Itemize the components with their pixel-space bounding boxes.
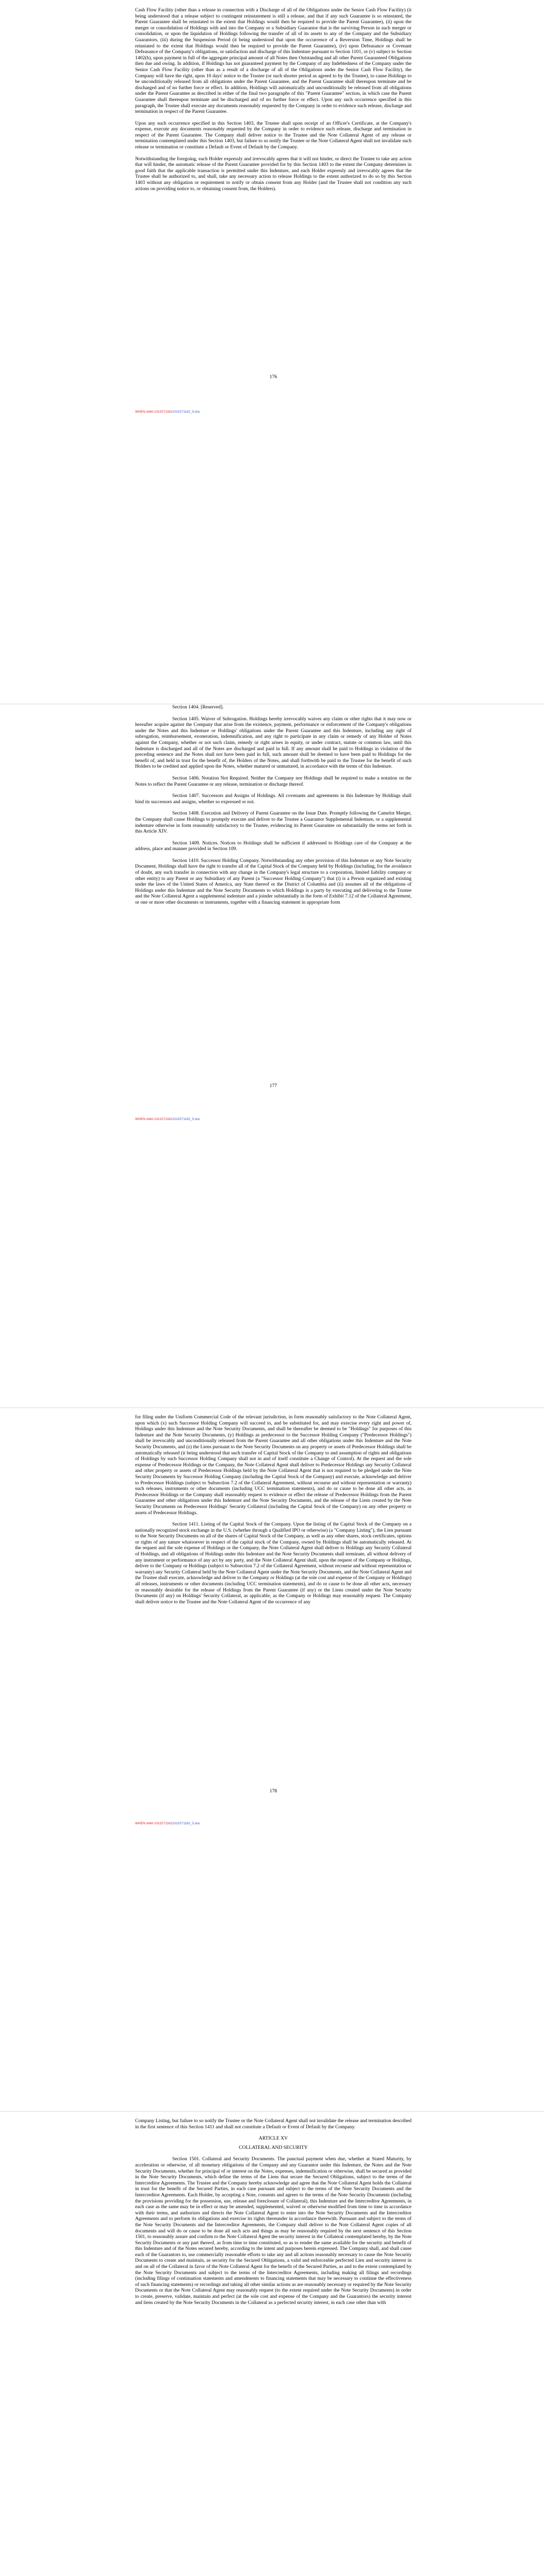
page-number: 178 <box>269 1788 277 1794</box>
paragraph: Company Listing, but failure to so notify the Trustee or the Note Collateral Agent shall not invalidate the release and termination described in the first sentence of this Section 1411 and shall not constitute a Default or Event of Default by the Company. <box>135 2118 411 2130</box>
page-number: 177 <box>269 1083 277 1089</box>
page-number: 176 <box>269 374 277 380</box>
page-179-body <box>135 2118 411 2311</box>
footer-ref: WHEN:AMA:1010271162 <box>135 1822 172 1825</box>
paragraph: Cash Flow Facility (other than a release in connection with a Discharge of all of the Obligations under the Senior Cash Flow Facility) (it being understood that a release subject to contingent reinstatement is still a release, and that if any such Guarantee is so reinstated, the Parent Guarantee shall be reinstated to the extent that Holdings would then be required to provide the Parent Guarantee), (ii) upon the merger or consolidation of Holdings with and into the Company or a Subsidiary Guarantor that is the surviving Person in such merger or consolidation, or upon the liquidation of Holdings following the transfer of all of its assets to any of the Company and the Subsidiary Guarantors, (iii) during the Suspension Period (it being understood that upon the occurrence of a Reversion Time, Holdings shall be reinstated to the extent that Holdings would then be required to provide the Parent Guarantee), (iv) upon Defeasance or Covenant Defeasance of the Company's obligations, or satisfaction and discharge of this Indenture pursuant to Section 1101, or (v) subject to Section 1402(b), upon payment in full of the aggregate principal amount of all Notes then Outstanding and all other Parent Guaranteed Obligations then due and owing. In addition, if Holdings has not guaranteed payment by the Company of any Indebtedness of the Company under the Senior Cash Flow Facility (other than as a result of a discharge of all of the Obligations under the Senior Cash Flow Facility), the Company will have the right, upon 10 days' notice to the Trustee (or such shorter period as agreed to by the Trustee), to cause Holdings to be unconditionally released from all obligations under the Parent Guarantee, and the Parent Guarantee shall thereupon terminate and be discharged and of no further force or effect. In addition, Holdings will automatically and unconditionally be released from all obligations under the Parent Guarantee as described in either of the final two paragraphs of this "Parent Guarantee" section, in which case the Parent Guarantee shall thereupon terminate and be discharged and of no further force or effect. Upon any such occurrence specified in this paragraph, the Trustee shall execute any documents reasonably requested by the Company in order to evidence such release, discharge and termination in respect of the Parent Guarantee. <box>135 7 411 115</box>
paragraph: Section 1409. Notices. Notices to Holdings shall be sufficient if addressed to Holdings care of the Company at the address, place and manner provided in Section 109. <box>135 840 411 852</box>
paragraph: Section 1408. Execution and Delivery of Parent Guarantee on the Issue Date. Promptly following the Camelot Merger, the Company shall cause Holdings to promptly execute and deliver to the Trustee a Guarantor Supplemental Indenture, or a supplemental indenture otherwise in form reasonably satisfactory to the Trustee, evidencing its Parent Guarantee on substantially the terms set forth in this Article XIV. <box>135 810 411 835</box>
footer-file: 1010271162_5.doc <box>172 1822 201 1825</box>
page-179 <box>0 2112 544 2576</box>
article-title: COLLATERAL AND SECURITY <box>239 2144 308 2150</box>
page-176-body <box>135 7 411 197</box>
footer-ref: WHEN:AMA:1010271162 <box>135 410 172 414</box>
page-177-body <box>135 704 411 911</box>
paragraph: for filing under the Uniform Commercial Code of the relevant jurisdiction, in form reasonably satisfactory to the Note Collateral Agent, upon which (x) such Successor Holding Company will succeed to, and be substituted for, and may exercise every right and power of, Holdings under this Indenture and the Note Security Documents, and shall be thereafter be deemed to be "Holdings" for purposes of this Indenture and the Note Security Documents, (y) Holdings as predecessor to the Successor Holding Company ("Predecessor Holdings") shall be irrevocably and unconditionally released from the Parent Guarantee and all other obligations under this Indenture and the Note Security Documents, and (z) the Liens pursuant to the Note Security Documents on any property or assets of Predecessor Holdings shall be automatically released (it being understood that such transfer of Capital Stock of the Company to and assumption of rights and obligations of Holdings by such Successor Holding Company shall not in and of itself constitute a Change of Control). At the request and the sole expense of Predecessor Holdings or the Company, the Note Collateral Agent shall deliver to Predecessor Holdings any Security Collateral and other property or assets of Predecessor Holdings held by the Note Collateral Agent that is not required to be pledged under the Note Security Documents by Successor Holding Company (including the Capital Stock of the Company) and execute, acknowledge and deliver to Predecessor Holdings (subject to Subsection 7.2 of the Collateral Agreement, without recourse and without representation or warranty) such releases, instruments or other documents (including UCC termination statements), and do or cause to be done all other acts, as Predecessor Holdings or the Company shall reasonably request to evidence or effect the release of Predecessor Holdings from the Parent Guarantee and other obligations under this Indenture and the Note Security Documents, and the release of the Liens created by the Note Security Documents on Predecessor Holdings' Security Collateral (including the Capital Stock of the Company) on any other property or assets of Predecessor Holdings. <box>135 1414 411 1516</box>
paragraph: Section 1405. Waiver of Subrogation. Holdings hereby irrevocably waives any claim or other rights that it may now or hereafter acquire against the Company that arise from the existence, payment, performance or enforcement of the Company's obligations under the Notes and this Indenture or Holdings' obligations under the Parent Guarantee and this Indenture, including any right of subrogation, reimbursement, exoneration, indemnification, and any right to participate in any claim or remedy of any Holder of Notes against the Company, whether or not such claim, remedy or right arises in equity, or under contract, statute or common law, until this Indenture is discharged and all of the Notes are discharged and paid in full. If any amount shall be paid to Holdings in violation of the preceding sentence and the Notes shall not have been paid in full, such amount shall be deemed to have been paid to Holdings for the benefit of, and held in trust for the benefit of, the Holders of the Notes, and shall forthwith be paid to the Trustee for the benefit of such Holders to be credited and applied upon the Notes, whether matured or unmatured, in accordance with the terms of this Indenture. <box>135 716 411 770</box>
document-footer <box>135 1117 200 1121</box>
document-footer <box>135 410 200 414</box>
paragraph: Section 1410. Successor Holding Company. Notwithstanding any other provision of this Indenture or any Note Security Document, Holdings shall have the right to transfer all of the Capital Stock of the Company held by Holdings (including, for the avoidance of doubt, any such transfer in connection with any change in the Company's legal structure to a corporation, limited liability company or other entity) to any Parent or any Subsidiary of any Parent (a "Successor Holding Company") that (i) is a Person organized and existing under the laws of the United States of America, any State thereof or the District of Columbia and (ii) assumes all of the obligations of Holdings under this Indenture and the Note Security Documents to which Holdings is a party by executing and delivering to the Trustee and the Note Collateral Agent a supplemental indenture and a joinder substantially in the form of Exhibit 7.12 of the Collateral Agreement, or one or more other documents or instruments, together with a financing statement in appropriate form <box>135 857 411 906</box>
paragraph: Section 1407. Successors and Assigns of Holdings. All covenants and agreements in this Indenture by Holdings shall bind its successors and assigns, whether so expressed or not. <box>135 793 411 805</box>
paragraph: Upon any such occurrence specified in this Section 1403, the Trustee shall upon receipt of an Officer's Certificate, at the Company's expense, execute any documents reasonably requested by the Company in order to evidence such release, discharge and termination in respect of the Parent Guarantee. The Company shall deliver notice to the Trustee and the Note Collateral Agent of any release or termination contemplated under this Section 1403, but failure to so notify the Trustee or the Note Collateral Agent shall not invalidate such release or termination or constitute a Default or Event of Default by the Company. <box>135 120 411 150</box>
paragraph: Section 1501. Collateral and Security Documents. The punctual payment when due, whether at Stated Maturity, by acceleration or otherwise, of all monetary obligations of the Company and any Guarantor under this Indenture, the Notes and the Note Security Documents, whether for principal of or interest on the Notes, expenses, indemnification or otherwise, shall be secured as provided in the Note Security Documents, which define the terms of the Liens that secure the Secured Obligations, subject to the terms of the Intercreditor Agreements. The Trustee and the Company hereby acknowledge and agree that the Note Collateral Agent holds the Collateral in trust for the benefit of the Secured Parties, in each case pursuant and subject to the terms of the Note Security Documents and the Intercreditor Agreements. Each Holder, by accepting a Note, consents and agrees to the terms of the Note Security Documents (including the provisions providing for the possession, use, release and foreclosure of Collateral), this Indenture and the Intercreditor Agreements, in each case as the same may be in effect or may be amended, supplemented, waived or otherwise modified from time to time in accordance with their terms, and authorizes and directs the Note Collateral Agent to enter into the Note Security Documents and the Intercreditor Agreements and to perform its obligations and exercise its rights thereunder in accordance therewith. Pursuant and subject to the terms of the Note Security Documents and the Intercreditor Agreements, the Company shall deliver to the Note Collateral Agent copies of all documents and will do or cause to be done all such acts and things as may be reasonably required by the next sentence of this Section 1501, to reasonably assure and confirm to the Note Collateral Agent the security interest in the Collateral contemplated hereby, by the Note Security Documents or any part thereof, as from time to time constituted, so as to render the same available for the security and benefit of this Indenture and of the Notes secured hereby, according to the intent and purposes herein expressed. The Company shall, and shall cause each of the Guarantors to, use commercially reasonable efforts to take any and all actions reasonably necessary to cause the Note Security Documents to create and maintain, as security for the Secured Obligations, a valid and enforceable perfected Lien and security interest in and on all of the Collateral in favor of the Note Collateral Agent for the benefit of the Secured Parties, as and to the extent contemplated by the Note Security Documents and subject to the terms of the Intercreditor Agreements, including making all filings and recordings (including filings of continuation statements and amendments to financing statements that may be necessary to continue the effectiveness of such financing statements) or recordings and taking all other similar actions as are reasonably necessary or required by the Note Security Documents or that the Note Collateral Agent may reasonably request (to the extent required under the Note Security Documents) in order to create, preserve, validate, maintain and perfect (at the sole cost and expense of the Company and the Guarantors) the security interest and liens created by the Note Security Documents in the Collateral as a perfected security interest, in each case other than with <box>135 2156 411 2306</box>
paragraph: Section 1411. Listing of the Capital Stock of the Company. Upon the listing of the Capital Stock of the Company on a nationally recognized stock exchange in the U.S. (whether through a Qualified IPO or otherwise) (a "Company Listing"), the Lien pursuant to the Note Security Documents on all of the shares of Capital Stock of the Company, as well as any other shares, stock certificates, options or rights of any nature whatsoever in respect of the capital stock of the Company, owned by Holdings shall be automatically released. At the request and the sole expense of Holdings or the Company, the Note Collateral Agent shall deliver to Holdings any Security Collateral of Holdings, and all obligations of Holdings under this Indenture and the Note Security Documents shall terminate, all without delivery of any instrument or performance of any act by any party, and the Note Collateral Agent shall, upon the request of the Company or Holdings, deliver to the Company or Holdings (subject to Subsection 7.2 of the Collateral Agreement, without recourse and without representation or warranty) any Security Collateral held by the Note Collateral Agent under the Note Security Documents, and the Note Collateral Agent and the Trustee shall execute, acknowledge and deliver to the Company or Holdings (at the sole cost and expense of the Company or Holdings) all releases, instruments or other documents (including UCC termination statements), and do or cause to be done all other acts, necessary or reasonably desirable for the release of Holdings from the Parent Guarantee (if any) or the Liens created under the Note Security Documents (if any) on Holdings' Security Collateral, as applicable, as the Company or Holdings may reasonably request. The Company shall deliver notice to the Trustee and the Note Collateral Agent of the occurrence of any <box>135 1521 411 1605</box>
page-177 <box>0 704 544 1408</box>
footer-file: 1010271162_5.doc <box>172 410 201 414</box>
document-footer <box>135 1822 200 1825</box>
page-178-body <box>135 1414 411 1611</box>
footer-ref: WHEN:AMA:1010271162 <box>135 1117 172 1121</box>
paragraph: Notwithstanding the foregoing, each Holder expressly and irrevocably agrees that it will not hinder, or direct the Trustee to take any action that will hinder, the automatic release of the Parent Guarantee provided for by this Section 1403 to the extent the Company determines in good faith that the applicable transaction is permitted under this Indenture, and each Holder expressly and irrevocably agrees that the Trustee shall be authorized to, and shall, take any necessary action to release Holdings to the extent authorized to do so by this Section 1403 without any obligation or requirement to notify or obtain consent from any Holder (and the Trustee shall not condition any such actions on providing notice to, or obtaining consent from, the Holders). <box>135 156 411 192</box>
footer-file: 1010271162_5.doc <box>172 1117 201 1121</box>
section-heading: Section 1404. [Reserved]. <box>172 704 224 710</box>
page-176 <box>0 0 544 704</box>
page-178 <box>0 1408 544 2111</box>
paragraph: Section 1406. Notation Not Required. Neither the Company nor Holdings shall be required to make a notation on the Notes to reflect the Parent Guarantee or any release, termination or discharge thereof. <box>135 775 411 787</box>
article-number: ARTICLE XV <box>258 2136 288 2142</box>
